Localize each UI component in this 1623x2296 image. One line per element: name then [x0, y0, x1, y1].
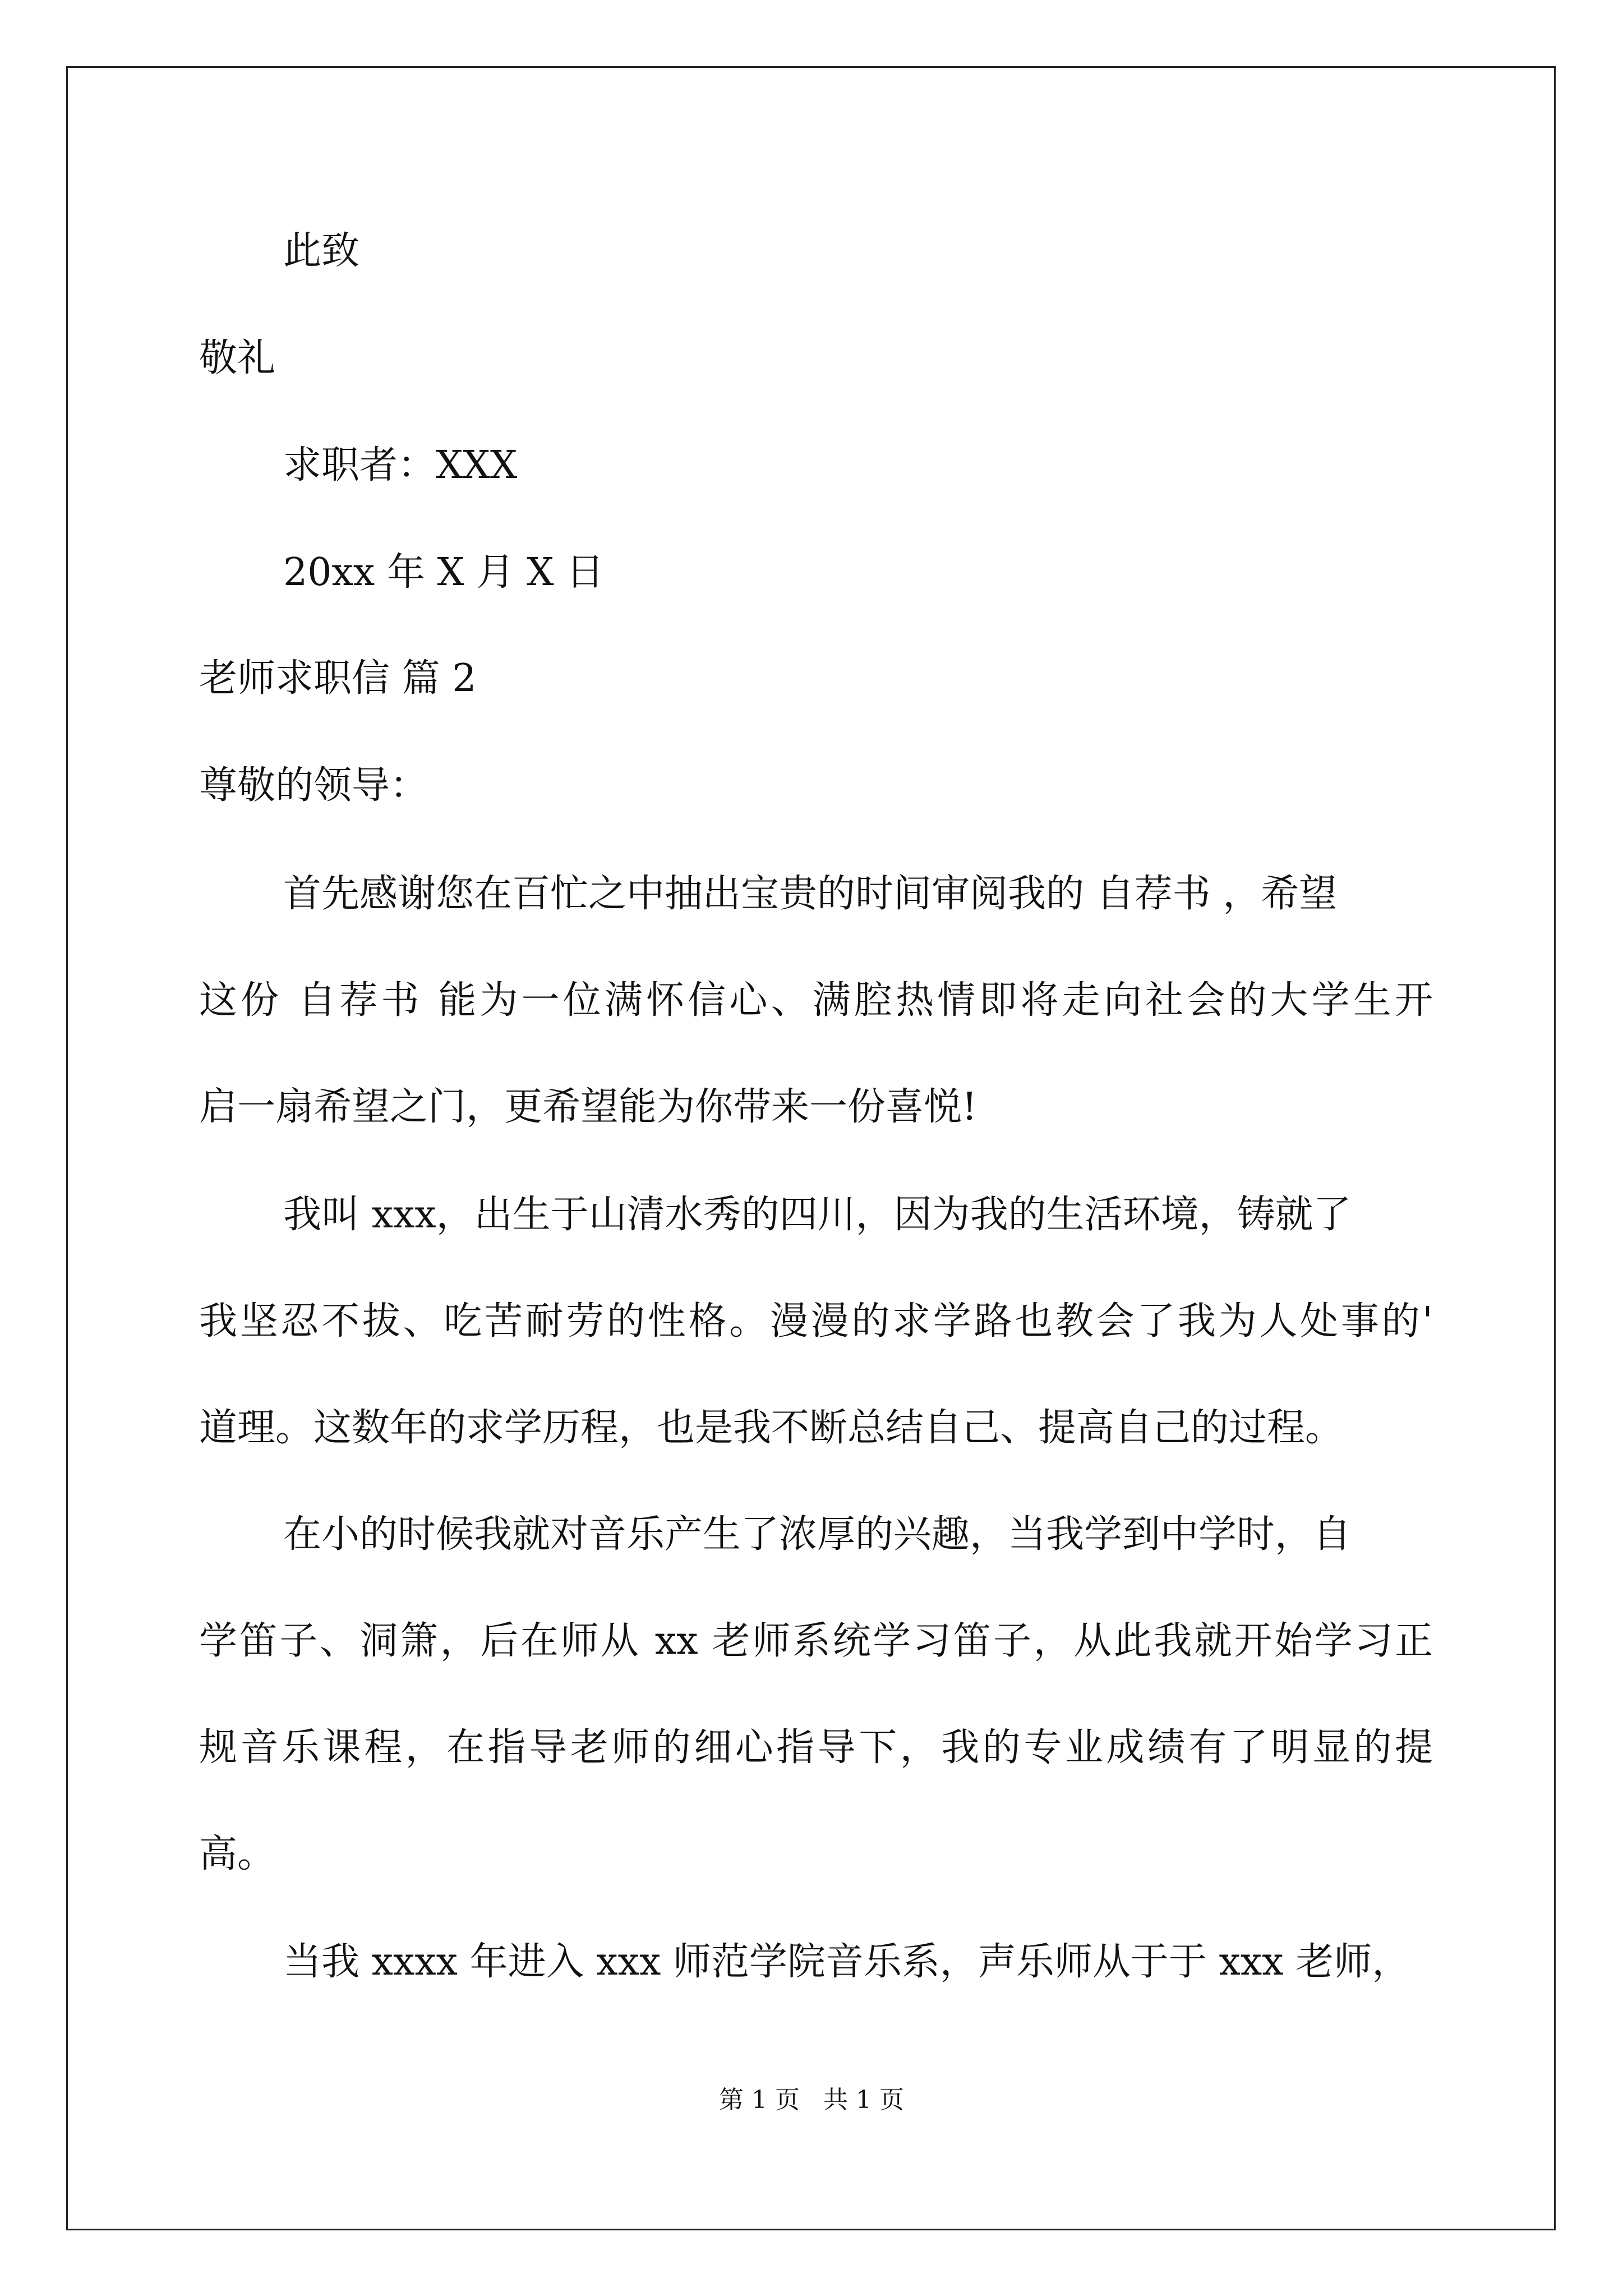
page-border [66, 66, 1556, 2230]
salute-text: 敬礼 [199, 336, 276, 380]
paragraph-line: 我坚忍不拔、吃苦耐劳的性格。漫漫的求学路也教会了我为人处事的' [199, 1299, 1433, 1343]
paragraph-line: 学笛子、洞箫，后在师从 xx 老师系统学习笛子，从此我就开始学习正 [199, 1619, 1433, 1663]
section-title: 老师求职信 篇 2 [199, 656, 477, 701]
paragraph-line: 当我 xxxx 年进入 xxx 师范学院音乐系，声乐师从于于 xxx 老师， [283, 1940, 1410, 1984]
greeting-text: 尊敬的领导： [199, 763, 428, 808]
letter-date: 20xx 年 X 月 X 日 [283, 550, 605, 595]
paragraph-line: 这份 自荐书 能为一位满怀信心、满腔热情即将走向社会的大学生开 [199, 978, 1433, 1023]
paragraph-line: 高。 [199, 1832, 276, 1876]
closing-text: 此致 [283, 229, 360, 273]
applicant-signature: 求职者：XXX [283, 443, 518, 487]
paragraph-line: 规音乐课程，在指导老师的细心指导下，我的专业成绩有了明显的提 [199, 1726, 1433, 1770]
paragraph-line: 在小的时候我就对音乐产生了浓厚的兴趣，当我学到中学时，自 [283, 1512, 1352, 1557]
paragraph-line: 启一扇希望之门，更希望能为你带来一份喜悦! [199, 1085, 978, 1129]
page-footer: 第 1 页 共 1 页 [719, 2086, 904, 2114]
paragraph-line: 我叫 xxx，出生于山清水秀的四川，因为我的生活环境，铸就了 [283, 1193, 1352, 1237]
paragraph-line: 首先感谢您在百忙之中抽出宝贵的时间审阅我的 自荐书 ，希望 [283, 872, 1338, 916]
paragraph-line: 道理。这数年的求学历程，也是我不断总结自己、提高自己的过程。 [199, 1406, 1344, 1450]
